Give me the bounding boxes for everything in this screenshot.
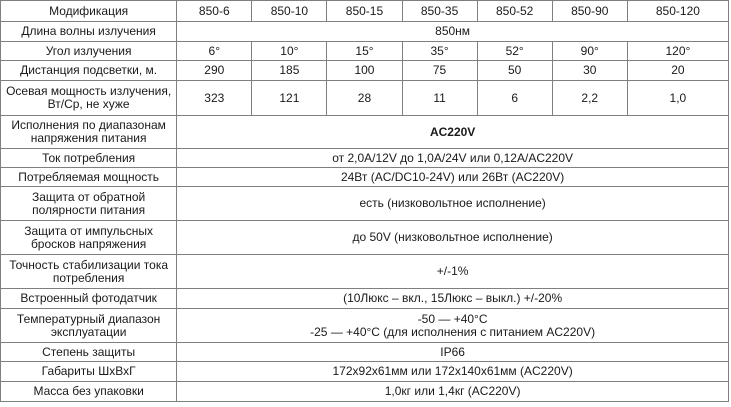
stabilization-row <box>1 255 729 289</box>
row-label: Габариты ШхВхГ <box>1 362 177 382</box>
row-value: 172х92х61мм или 172х140х61мм (AC220V) <box>177 362 729 382</box>
wavelength-row <box>1 22 729 42</box>
cell-value: 20 <box>627 61 728 81</box>
row-label: Осевая мощность излучения, Вт/Ср, не хуже <box>1 81 177 116</box>
row-value: (10Люкс – вкл., 15Люкс – выкл.) +/-20% <box>177 289 729 309</box>
cell-value: 30 <box>552 61 627 81</box>
cell-value: 6° <box>177 42 252 61</box>
cell-value: 75 <box>402 61 477 81</box>
row-value: есть (низковольтное исполнение) <box>177 187 729 221</box>
cell-value: 120° <box>627 42 728 61</box>
row-value: от 2,0A/12V до 1,0A/24V или 0,12A/AC220V <box>177 149 729 168</box>
cell-value: 35° <box>402 42 477 61</box>
row-value <box>177 309 729 343</box>
temperature-range-main: -50 — +40°С <box>417 311 488 326</box>
row-value: 1,0кг или 1,4кг (AC220V) <box>177 382 729 402</box>
consumption-row <box>1 168 729 187</box>
dimensions-row <box>1 362 729 382</box>
model-header: 850-10 <box>252 1 327 22</box>
row-label: Исполнения по диапазонам напряжения питания <box>1 116 177 149</box>
current-row <box>1 149 729 168</box>
surge-row <box>1 221 729 255</box>
temperature-range-ac220: -25 — +40°С (для исполнения с питанием AC220V) <box>310 324 596 339</box>
row-label: Точность стабилизации тока потребления <box>1 255 177 289</box>
cell-value: 1,0 <box>627 81 728 116</box>
cell-value: 50 <box>477 61 552 81</box>
weight-row <box>1 382 729 402</box>
cell-value: 6 <box>477 81 552 116</box>
distance-row <box>1 61 729 81</box>
cell-value: 185 <box>252 61 327 81</box>
row-label: Ток потребления <box>1 149 177 168</box>
row-label: Температурный диапазон эксплуатации <box>1 309 177 343</box>
row-value: AC220V <box>177 116 729 149</box>
model-header: 850-52 <box>477 1 552 22</box>
model-header: 850-35 <box>402 1 477 22</box>
model-header: 850-15 <box>327 1 402 22</box>
cell-value: 121 <box>252 81 327 116</box>
row-label: Защита от импульсных бросков напряжения <box>1 221 177 255</box>
photosensor-row <box>1 289 729 309</box>
cell-value: 2,2 <box>552 81 627 116</box>
row-value: 24Вт (AC/DC10-24V) или 26Вт (AC220V) <box>177 168 729 187</box>
row-label: Дистанция подсветки, м. <box>1 61 177 81</box>
row-label: Защита от обратной полярности питания <box>1 187 177 221</box>
cell-value: 323 <box>177 81 252 116</box>
model-header: 850-90 <box>552 1 627 22</box>
header-row <box>1 1 729 22</box>
row-value: до 50V (низковольтное исполнение) <box>177 221 729 255</box>
row-value: +/-1% <box>177 255 729 289</box>
power-axial-row <box>1 81 729 116</box>
cell-value: 10° <box>252 42 327 61</box>
model-header: 850-120 <box>627 1 728 22</box>
row-label: Угол излучения <box>1 42 177 61</box>
protection-row <box>1 343 729 362</box>
row-value: 850нм <box>177 22 729 42</box>
row-label: Потребляемая мощность <box>1 168 177 187</box>
row-label: Длина волны излучения <box>1 22 177 42</box>
model-header: 850-6 <box>177 1 252 22</box>
cell-value: 290 <box>177 61 252 81</box>
cell-value: 15° <box>327 42 402 61</box>
cell-value: 28 <box>327 81 402 116</box>
row-value: IP66 <box>177 343 729 362</box>
temperature-row <box>1 309 729 343</box>
cell-value: 52° <box>477 42 552 61</box>
cell-value: 90° <box>552 42 627 61</box>
row-label: Встроенный фотодатчик <box>1 289 177 309</box>
reverse-polarity-row <box>1 187 729 221</box>
header-label: Модификация <box>1 1 177 22</box>
row-label: Масса без упаковки <box>1 382 177 402</box>
angle-row <box>1 42 729 61</box>
row-label: Степень защиты <box>1 343 177 362</box>
supply-versions-row <box>1 116 729 149</box>
cell-value: 100 <box>327 61 402 81</box>
cell-value: 11 <box>402 81 477 116</box>
